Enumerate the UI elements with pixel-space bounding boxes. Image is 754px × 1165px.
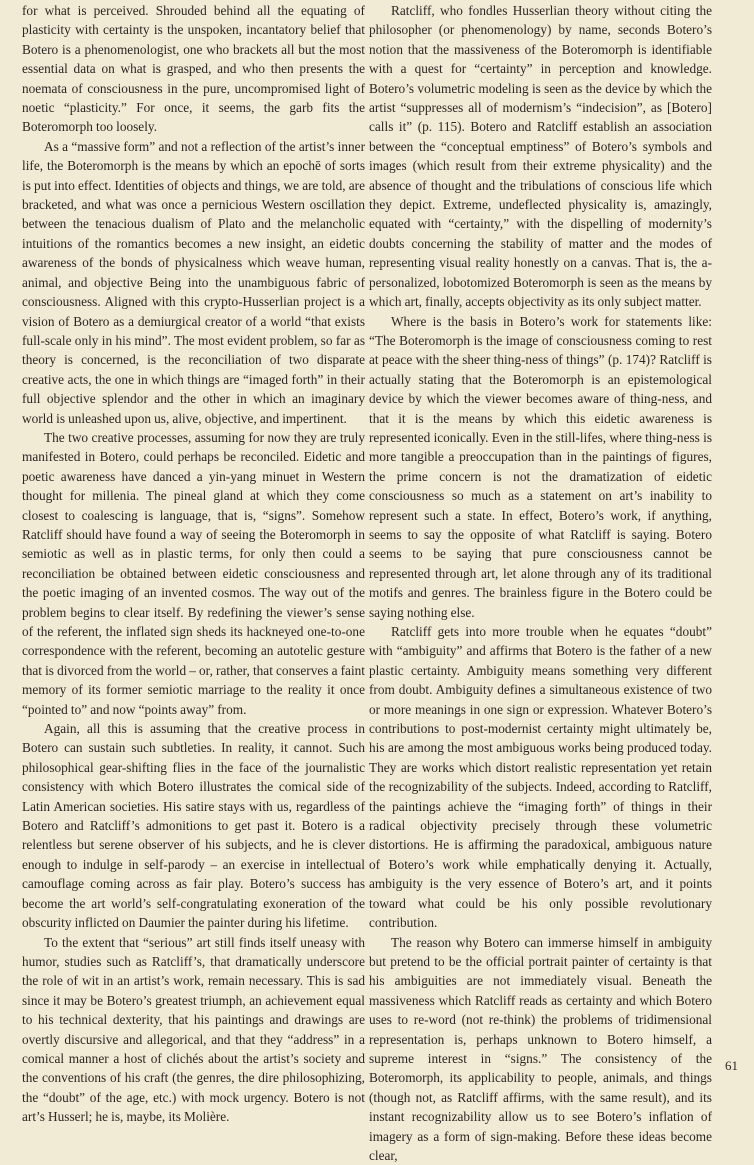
paragraph: for what is perceived. Shrouded behind all the equating of plasticity with certainty is the unspoken, incantatory belief that Botero is a phenomenologist, one who brackets all but the most essential data on what is grasped, and who then presents the noemata of consciousness in the pure, uncompromised light of noetic “plasticity.” For once, it seems, the garb fits the Boteromorph too loosely. (22, 1, 365, 137)
paragraph: The reason why Botero can immerse himself in ambiguity but pretend to be the official portrait painter of certainty is that his ambiguities are not immediately visual. Beneath the massiveness which Ratcliff reads as certainty and which Botero uses to re-word (not re-think) the problems of tridimensional representation is, perhaps unknown to Botero himself, a supreme interest in “signs.” The consistency of the Boteromorph, its applicability to people, animals, and things (though not, as Ratcliff affirms, with the same result), and its instant recognizability allow us to see Botero’s inflation of imagery as a form of sign-making. Before these ideas become clear, (369, 933, 712, 1165)
right-column (369, 1, 712, 1165)
paragraph: The two creative processes, assuming for now they are truly manifested in Botero, could perhaps be reconciled. Eidetic and poetic awareness have danced a yin-yang minuet in Western thought for millenia. The pineal gland at which they come closest to coalescing is language, that is, “signs”. Somehow Ratcliff should have found a way of seeing the Boteromorph in semiotic as well as in plastic terms, for only then could a reconciliation be obtained between eidetic consciousness and the poetic imaging of an invented cosmos. The way out of the problem begins to clear itself. By redefining the viewer’s sense of the referent, the inflated sign sheds its hackneyed one-to-one correspondence with the referent, becoming an autotelic gesture that is divorced from the world – or, rather, that conserves a faint memory of its former semiotic marriage to the reality it once “pointed to” and now “points away” from. (22, 428, 365, 719)
paragraph: Again, all this is assuming that the creative process in Botero can sustain such subtleties. In reality, it cannot. Such philosophical gear-shifting flies in the face of the journalistic consistency with which Botero illustrates the comical side of Latin American societies. His satire stays with us, regardless of Botero and Ratcliff’s admonitions to get past it. Botero is a relentless but serene observer of his subjects, and he is clever enough to indulge in self-parody – an exercise in intellectual camouflage coming across as fair play. Botero’s success has become the art world’s self-congratulating exoneration of the obscurity inflicted on Daumier the painter during his lifetime. (22, 719, 365, 932)
paragraph: To the extent that “serious” art still finds itself uneasy with humor, studies such as Ratcliff’s, that dramatically underscore the role of wit in an artist’s work, remain necessary. This is sad since it may be Botero’s greatest triumph, an achievement equal to his technical dexterity, that his paintings and drawings are overtly discursive and allegorical, and that they “address” in a comical manner a host of clichés about the artist’s society and the conventions of his craft (the genres, the dire philosophizing, the “doubt” of the age, etc.) with mock urgency. Botero is not art’s Husserl; he is, maybe, its Molière. (22, 933, 365, 1127)
paragraph: Ratcliff gets into more trouble when he equates “doubt” with “ambiguity” and affirms that Botero is the father of a new plastic certainty. Ambiguity means something very different from doubt. Ambiguity defines a simultaneous existence of two or more meanings in one sign or expression. Whatever Botero’s contributions to post-modernist certainty might ultimately be, his are among the most ambiguous works being produced today. They are works which distort realistic representation yet retain the recognizability of the subjects. Indeed, according to Ratcliff, the paintings achieve the “imaging forth” of things in their radical objectivity precisely through these volumetric distortions. He is affirming the paradoxical, ambiguous nature of Botero’s work while emphatically denying it. Actually, ambiguity is the very essence of Botero’s art, and it points toward what could be his only possible revolutionary contribution. (369, 622, 712, 933)
paragraph: Ratcliff, who fondles Husserlian theory without citing the philosopher (or phenomenology) by name, seconds Botero’s notion that the massiveness of the Boteromorph is identifiable with a quest for “certainty” in perception and knowledge. Botero’s volumetric modeling is seen as the device by which the artist “suppresses all of modernism’s “indecision”, as [Botero] calls it” (p. 115). Botero and Ratcliff establish an association between the “conceptual emptiness” of Botero’s symbols and images (which result from their extreme physicality) and the absence of thought and the tribulations of conscious life which they depict. Extreme, undeflected physicality is, amazingly, equated with “certainty,” with the dispelling of modernity’s doubts concerning the stability of matter and the modes of representing visual reality honestly on a canvas. That is, the a-personalized, lobotomized Boteromorph is seen as the means by which art, finally, accepts objectivity as its only subject matter. (369, 1, 712, 312)
paragraph: Where is the basis in Botero’s work for statements like: “The Boteromorph is the image of consciousness coming to rest at peace with the sheer thing-ness of things” (p. 174)? Ratcliff is actually stating that the Boteromorph is an epistemological device by which the viewer becomes aware of thing-ness, and that it is the means by which this eidetic awareness is represented iconically. Even in the still-lifes, where thing-ness is more tangible a preoccupation than in the paintings of figures, the prime concern is not the dramatization of eidetic consciousness so much as a statement on art’s inability to represent such a state. In effect, Botero’s work, if anything, seems to say the opposite of what Ratcliff is saying. Botero seems to be saying that pure consciousness cannot be represented through art, let alone through any of its traditional motifs and genres. The brainless figure in the Botero could be saying nothing else. (369, 312, 712, 623)
paragraph: As a “massive form” and not a reflection of the artist’s inner life, the Boteromorph is the means by which an epochē of sorts is put into effect. Identities of objects and things, we are told, are bracketed, and what was once a pernicious Western oscillation between the tenacious dualism of Plato and the melancholic intuitions of the romantics becomes a new insight, an eidetic awareness of the bonds of physicalness which weave human, animal, and objective Being into the unambiguous fabric of consciousness. Aligned with this crypto-Husserlian project is a vision of Botero as a demiurgical creator of a world “that exists full-scale only in his mind”. The most evident problem, so far as theory is concerned, is the reconciliation of two disparate creative acts, the one in which things are “imaged forth” in their full objective splendor and the other in which an imaginary world is unleashed upon us, alive, objective, and impertinent. (22, 137, 365, 428)
page-number: 61 (725, 1058, 738, 1074)
left-column (22, 1, 365, 1127)
